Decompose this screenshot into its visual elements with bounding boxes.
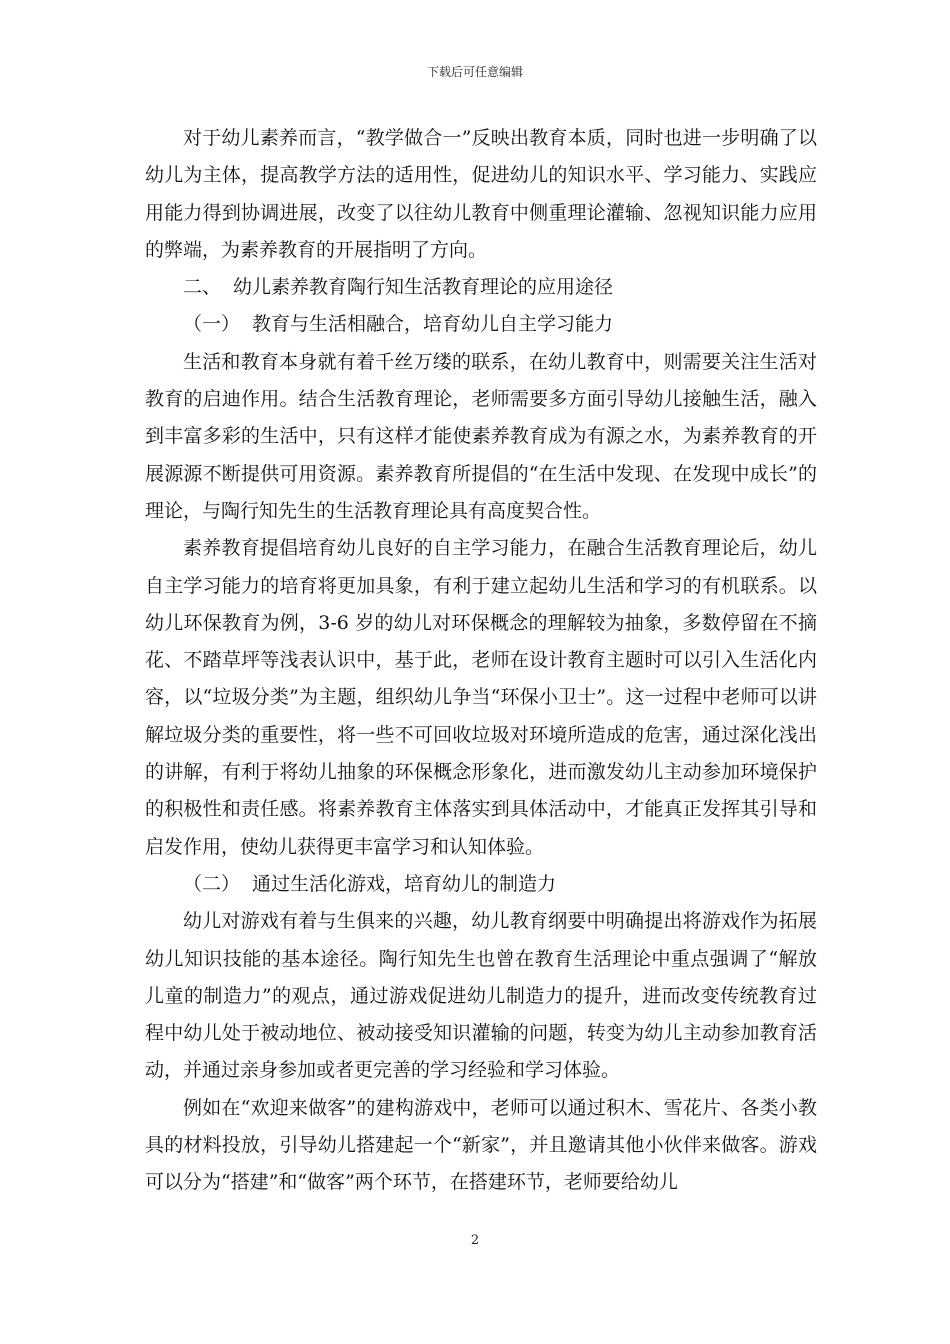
paragraph-self-learning: 素养教育提倡培育幼儿良好的自主学习能力，在融合生活教育理论后，幼儿自主学习能力的培育将更加具象，有利于建立起幼儿生活和学习的有机联系。以幼儿环保教育为例，3-6 岁的幼儿对环保概念的理解较为抽象，多数停留在不摘花、不踏草坪等浅表认识中，基于此，老师在设计教育主题时可以引入生活化内容，以“垃圾分类”为主题，组织幼儿争当“环保小卫士”。这一过程中老师可以讲解垃圾分类的重要性，将一些不可回收垃圾对环境所造成的危害，通过深化浅出的讲解，有利于将幼儿抽象的环保概念形象化，进而激发幼儿主动参加环境保护的积极性和责任感。将素养教育主体落实到具体活动中，才能真正发挥其引导和启发作用，使幼儿获得更丰富学习和认知体验。 bbox=[145, 537, 817, 858]
subsection-heading-2 bbox=[145, 866, 817, 903]
paragraph-life-education: 生活和教育本身就有着千丝万缕的联系，在幼儿教育中，则需要关注生活对教育的启迪作用。结合生活教育理论，老师需要多方面引导幼儿接触生活，融入到丰富多彩的生活中，只有这样才能使素养教育成为有源之水，为素养教育的开展源源不断提供可用资源。素养教育所提倡的“在生活中发现、在发现中成长”的理论，与陶行知先生的生活教育理论具有高度契合性。 bbox=[145, 350, 817, 522]
section-heading-number: 二、 bbox=[183, 276, 222, 299]
subsection-heading-text: 教育与生活相融合，培育幼儿自主学习能力 bbox=[252, 313, 614, 336]
document-body bbox=[145, 120, 817, 1202]
paragraph-example: 例如在“欢迎来做客”的建构游戏中，老师可以通过积木、雪花片、各类小教具的材料投放，引导幼儿搭建起一个“新家”，并且邀请其他小伙伴来做客。游戏可以分为“搭建”和“做客”两个环节，在搭建环节，老师要给幼儿 bbox=[145, 1096, 817, 1194]
paragraph-intro: 对于幼儿素养而言，“教学做合一”反映出教育本质，同时也进一步明确了以幼儿为主体，提高教学方法的适用性，促进幼儿的知识水平、学习能力、实践应用能力得到协调进展，改变了以往幼儿教育中侧重理论灌输、忽视知识能力应用的弊端，为素养教育的开展指明了方向。 bbox=[145, 127, 817, 261]
section-heading-2 bbox=[145, 269, 817, 306]
paragraph-games: 幼儿对游戏有着与生俱来的兴趣，幼儿教育纲要中明确提出将游戏作为拓展幼儿知识技能的基本途径。陶行知先生也曾在教育生活理论中重点强调了“解放儿童的制造力”的观点，通过游戏促进幼儿制造力的提升，进而改变传统教育过程中幼儿处于被动地位、被动接受知识灌输的问题，转变为幼儿主动参加教育活动，并通过亲身参加或者更完善的学习经验和学习体验。 bbox=[145, 910, 817, 1082]
subsection-heading-number: （二） bbox=[183, 872, 241, 895]
subsection-heading-text: 通过生活化游戏，培育幼儿的制造力 bbox=[252, 872, 557, 895]
subsection-heading-1 bbox=[145, 306, 817, 343]
subsection-heading-number: （一） bbox=[183, 313, 241, 336]
page-number: 2 bbox=[470, 1233, 480, 1248]
page-header: 下载后可任意编辑 bbox=[426, 65, 523, 79]
section-heading-text: 幼儿素养教育陶行知生活教育理论的应用途径 bbox=[233, 276, 614, 299]
